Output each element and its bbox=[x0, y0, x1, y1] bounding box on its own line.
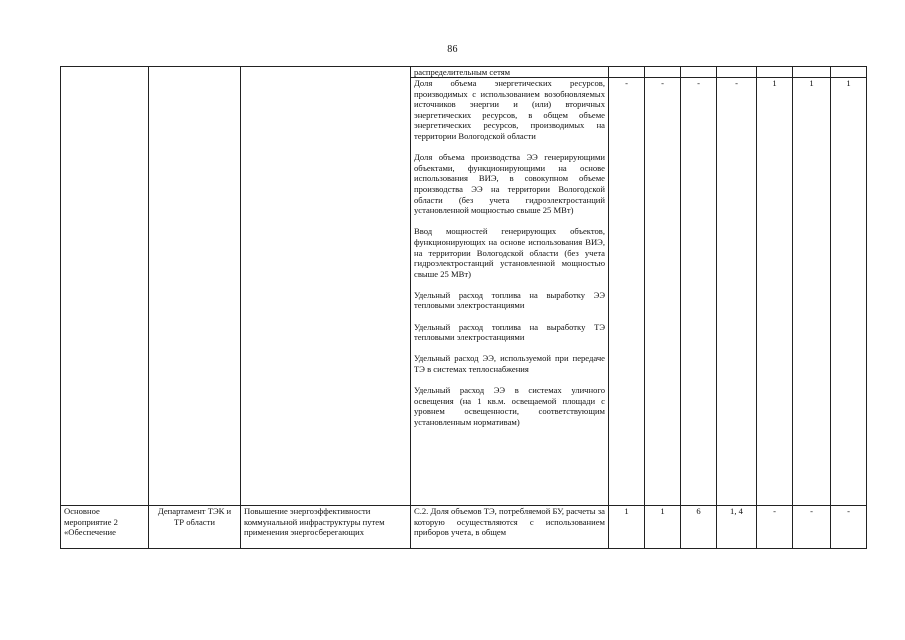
value-cell: 1, 4 bbox=[717, 506, 757, 549]
value-cell: 1 bbox=[609, 506, 645, 549]
indicator-item: Доля объема энергетических ресурсов, производимых с использованием возобновляемых источников энергии и (или) вторичных энергетических ресурсов, в общем объеме энергетических ресурсов, производимых на территории Вологодской области bbox=[414, 78, 605, 141]
value-cell bbox=[645, 67, 681, 78]
page-number: 86 bbox=[447, 44, 458, 55]
indicator-item: Удельный расход топлива на выработку ТЭ тепловыми электростанциями bbox=[414, 321, 605, 343]
cell-executor-empty bbox=[149, 67, 241, 506]
value-cell bbox=[831, 67, 867, 78]
table-row-continued bbox=[61, 67, 867, 78]
value-cell bbox=[757, 67, 793, 78]
indicators-table bbox=[60, 66, 867, 549]
value-cell: 1 bbox=[645, 506, 681, 549]
executor-cell: Департамент ТЭК и ТР области bbox=[149, 506, 241, 549]
value-cell: - bbox=[793, 506, 831, 549]
table-row-measure-2 bbox=[61, 506, 867, 549]
value-cell: - bbox=[609, 78, 645, 506]
indicator-cell: С.2. Доля объемов ТЭ, потребляемой БУ, расчеты за которую осуществляются с использованием приборов учета, в общем bbox=[411, 506, 609, 549]
value-cell: 6 bbox=[681, 506, 717, 549]
value-cell bbox=[609, 67, 645, 78]
indicator-item: Удельный расход ЭЭ, используемой при передаче ТЭ в системах теплоснабжения bbox=[414, 353, 605, 375]
value-cell bbox=[717, 67, 757, 78]
value-cell: - bbox=[717, 78, 757, 506]
indicator-list bbox=[411, 78, 609, 506]
measure-cell: Основное мероприятие 2 «Обеспечение bbox=[61, 506, 149, 549]
value-cell: - bbox=[681, 78, 717, 506]
value-cell bbox=[793, 67, 831, 78]
value-cell: 1 bbox=[757, 78, 793, 506]
value-cell bbox=[681, 67, 717, 78]
value-cell: - bbox=[645, 78, 681, 506]
value-cell: - bbox=[757, 506, 793, 549]
value-cell: 1 bbox=[831, 78, 867, 506]
continued-text: распределительным сетям bbox=[411, 67, 609, 78]
indicator-item: Удельный расход ЭЭ в системах уличного освещения (на 1 кв.м. освещаемой площади с уровнем освещенности, соответствующим установленным нормативам) bbox=[414, 385, 605, 427]
indicator-item: Доля объема производства ЭЭ генерирующими объектами, функционирующими на основе использования ВИЭ, в совокупном объеме производства ЭЭ на территории Вологодской области (без учета гидроэлектростанций установленной мощностью свыше 25 МВт) bbox=[414, 152, 605, 216]
indicator-item: Ввод мощностей генерирующих объектов, функционирующих на основе использования ВИЭ, на территории Вологодской области (без учета гидроэлектростанций установленной мощностью свыше 25 МВт) bbox=[414, 226, 605, 279]
indicator-item: Удельный расход топлива на выработку ЭЭ тепловыми электростанциями bbox=[414, 289, 605, 311]
value-cell: 1 bbox=[793, 78, 831, 506]
cell-measure-empty bbox=[61, 67, 149, 506]
goal-cell: Повышение энергоэффективности коммунальной инфраструктуры путем применения энергосберегающих bbox=[241, 506, 411, 549]
cell-goal-empty bbox=[241, 67, 411, 506]
value-cell: - bbox=[831, 506, 867, 549]
